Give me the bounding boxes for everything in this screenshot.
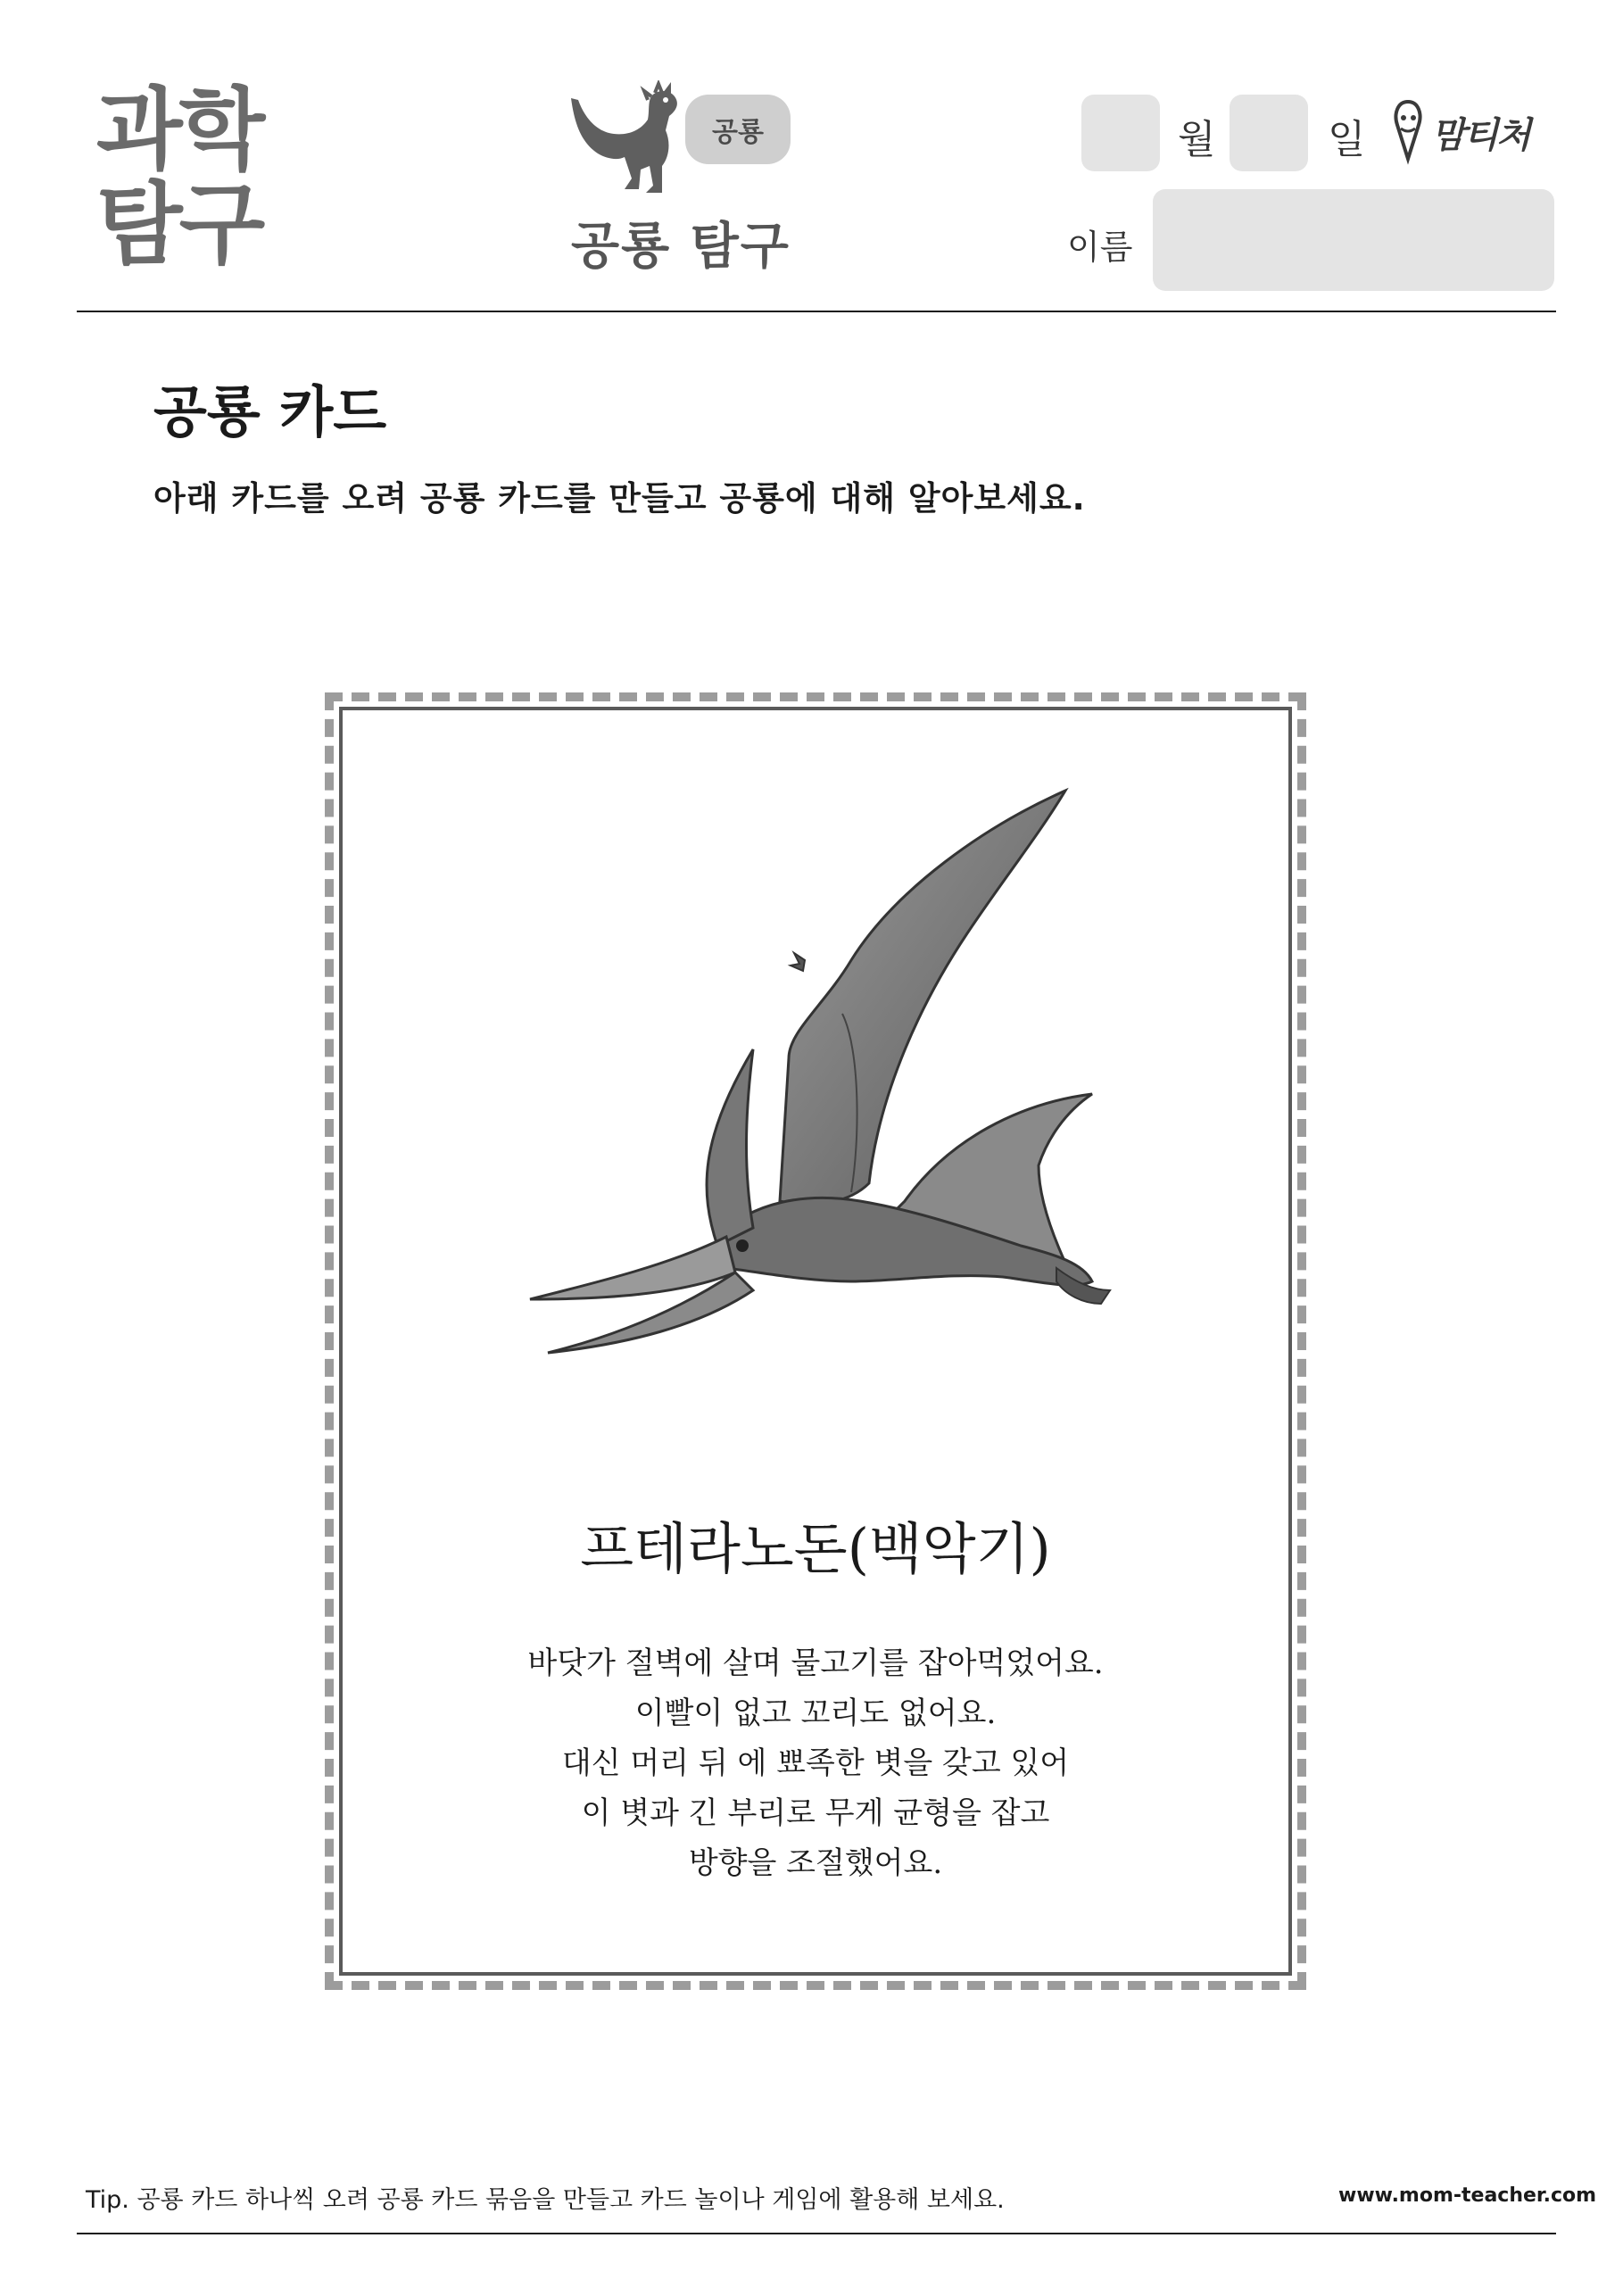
topic-badge: 공룡 — [685, 95, 791, 164]
website-link[interactable]: www.mom-teacher.com — [1338, 2184, 1597, 2207]
subject-title: 공룡 탐구 — [571, 218, 791, 276]
tip-text: Tip. 공룡 카드 하나씩 오려 공룡 카드 묶음을 만들고 카드 놀이나 게임에 활용해 보세요. — [86, 2186, 1005, 2214]
brand-logo-text: 맘티처 — [1431, 115, 1529, 156]
name-input-box[interactable] — [1153, 189, 1554, 291]
card-title: 프테라노돈(백악기) — [580, 1516, 1051, 1581]
dinosaur-mascot-icon — [562, 80, 687, 196]
logo-line-2: 탐구 — [96, 172, 262, 277]
pteranodon-illustration-icon — [521, 782, 1146, 1371]
brand-logo — [1388, 93, 1558, 177]
month-label: 월 — [1178, 117, 1216, 162]
logo-line-1: 과학 — [96, 78, 262, 182]
section-title: 공룡 카드 — [153, 379, 387, 444]
month-input-box[interactable] — [1081, 95, 1160, 171]
description-line: 이빨이 없고 꼬리도 없어요. — [634, 1695, 997, 1731]
footer-divider — [77, 2233, 1556, 2234]
header-divider — [77, 311, 1556, 312]
instruction-text: 아래 카드를 오려 공룡 카드를 만들고 공룡에 대해 알아보세요. — [153, 479, 1086, 518]
name-label: 이름 — [1067, 228, 1133, 267]
card-description — [334, 1638, 1297, 1888]
description-line: 바닷가 절벽에 살며 물고기를 잡아먹었어요. — [527, 1645, 1104, 1681]
day-label: 일 — [1328, 117, 1366, 162]
description-line: 방향을 조절했어요. — [688, 1845, 943, 1881]
day-input-box[interactable] — [1230, 95, 1308, 171]
dinosaur-card[interactable] — [325, 692, 1306, 1990]
description-line: 이 볏과 긴 부리로 무게 균형을 잡고 — [581, 1795, 1050, 1831]
worksheet-logo — [96, 78, 293, 282]
description-line: 대신 머리 뒤 에 뾰족한 볏을 갖고 있어 — [561, 1745, 1070, 1781]
